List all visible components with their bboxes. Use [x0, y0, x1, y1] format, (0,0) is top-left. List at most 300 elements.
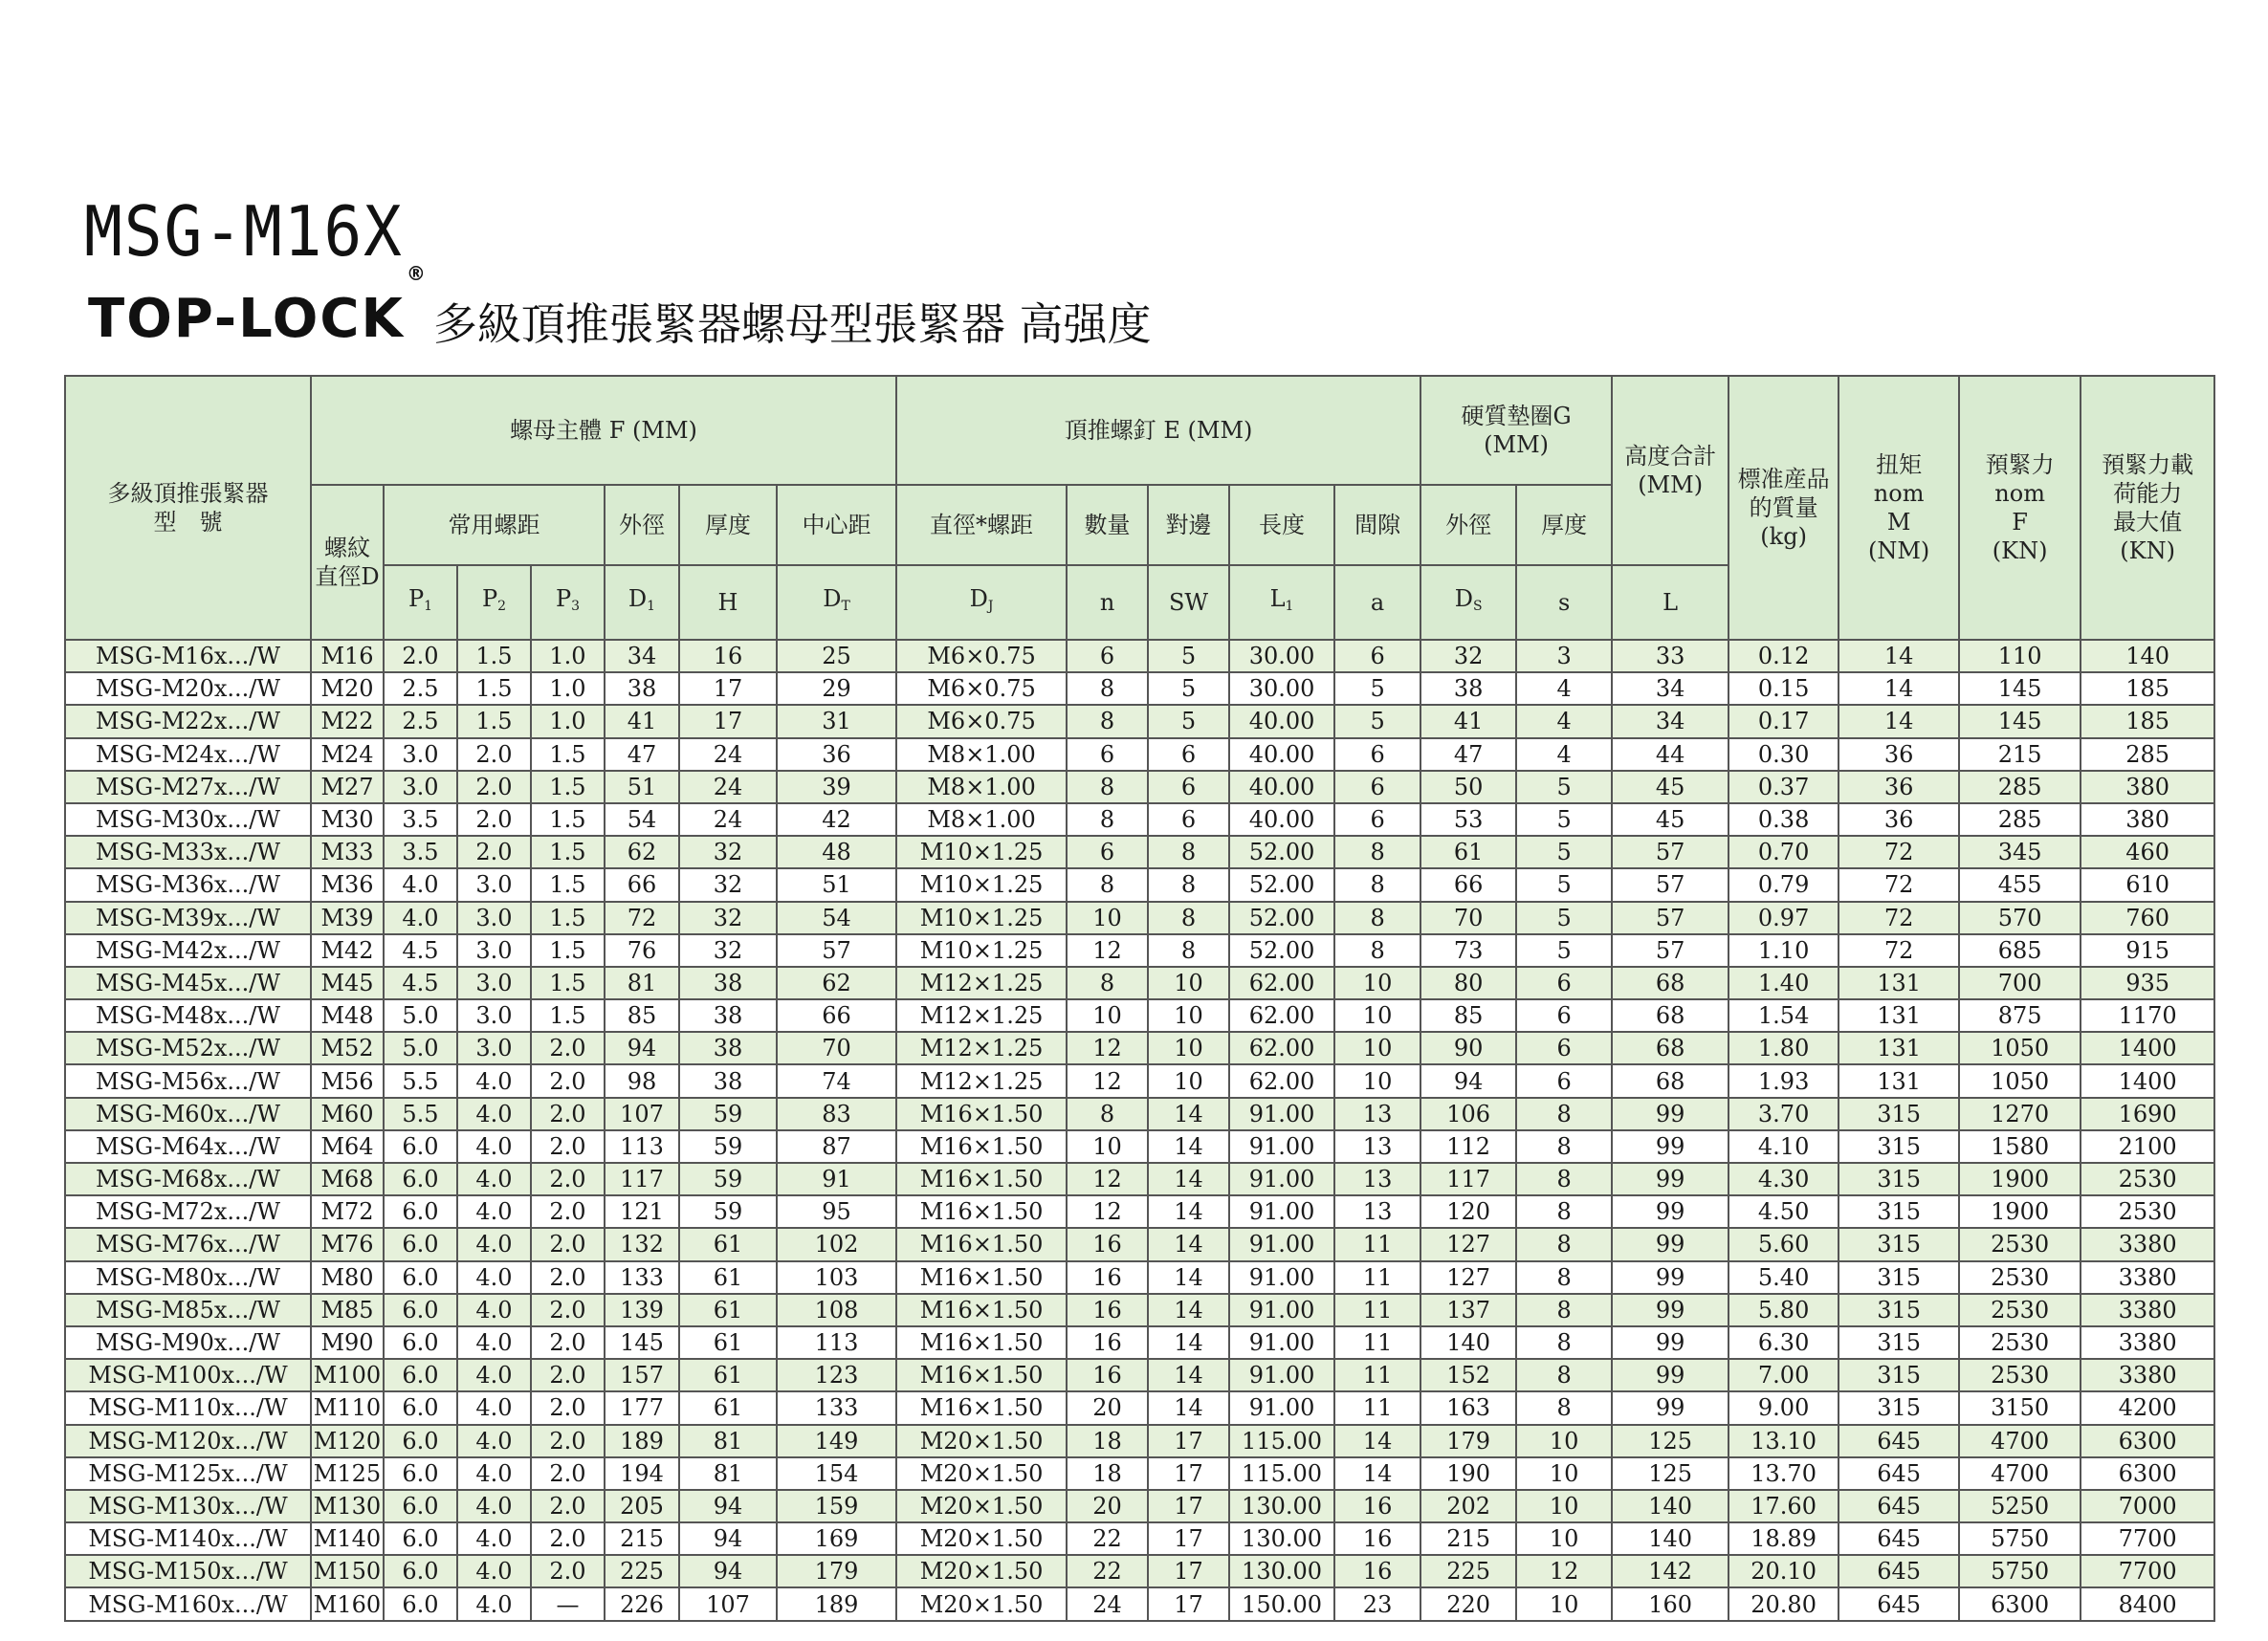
table-cell: 17 — [679, 705, 777, 737]
table-cell: M20×1.50 — [896, 1587, 1067, 1620]
table-cell: 2.0 — [457, 738, 531, 771]
table-cell: MSG-M52x.../W — [65, 1032, 311, 1064]
table-cell: 2.0 — [531, 1522, 605, 1555]
table-cell: 380 — [2081, 771, 2214, 803]
table-cell: 16 — [1067, 1261, 1148, 1294]
table-cell: M20×1.50 — [896, 1457, 1067, 1490]
product-subtitle: 多級頂推張緊器螺母型張緊器 高强度 — [432, 298, 1152, 350]
table-cell: 1900 — [1959, 1163, 2081, 1195]
table-cell: 6300 — [2081, 1457, 2214, 1490]
table-cell: 6.0 — [384, 1359, 457, 1391]
header-thickness: 厚度 — [679, 485, 777, 565]
spec-table-body — [65, 640, 2214, 1621]
table-cell: 3.5 — [384, 836, 457, 868]
table-cell: 1270 — [1959, 1098, 2081, 1130]
table-cell: M8×1.00 — [896, 803, 1067, 836]
table-cell: 16 — [1334, 1522, 1420, 1555]
table-cell: 1.5 — [531, 999, 605, 1032]
table-cell: 1.0 — [531, 672, 605, 705]
table-cell: M39 — [311, 902, 384, 934]
table-cell: 5250 — [1959, 1490, 2081, 1522]
table-cell: M150 — [311, 1555, 384, 1587]
table-cell: 5 — [1334, 672, 1420, 705]
table-cell: 4.50 — [1729, 1195, 1839, 1228]
table-cell: 2.0 — [531, 1228, 605, 1260]
table-cell: 10 — [1067, 1130, 1148, 1163]
table-cell: MSG-M85x.../W — [65, 1294, 311, 1326]
table-cell: 6.0 — [384, 1261, 457, 1294]
table-cell: 1.5 — [531, 967, 605, 999]
table-row — [65, 1490, 2214, 1522]
table-cell: 14 — [1334, 1425, 1420, 1457]
table-cell: M16×1.50 — [896, 1359, 1067, 1391]
table-cell: 52.00 — [1229, 902, 1334, 934]
table-cell: 1900 — [1959, 1195, 2081, 1228]
table-row — [65, 836, 2214, 868]
table-cell: 32 — [1420, 640, 1516, 672]
table-cell: 4.5 — [384, 934, 457, 967]
table-cell: 127 — [1420, 1261, 1516, 1294]
table-cell: 47 — [605, 738, 679, 771]
table-cell: 10 — [1516, 1490, 1612, 1522]
table-cell: 4.0 — [384, 868, 457, 901]
table-cell: 685 — [1959, 934, 2081, 967]
table-cell: 85 — [1420, 999, 1516, 1032]
table-cell: 61 — [679, 1391, 777, 1424]
table-cell: 2.0 — [531, 1294, 605, 1326]
header-push-screw: 頂推螺釘 E (MM) — [896, 376, 1420, 485]
table-cell: 1.93 — [1729, 1064, 1839, 1097]
table-cell: M125 — [311, 1457, 384, 1490]
table-cell: 285 — [2081, 738, 2214, 771]
table-cell: 30.00 — [1229, 672, 1334, 705]
table-cell: 0.12 — [1729, 640, 1839, 672]
symbol-ds: $D_S$ — [1420, 565, 1516, 640]
table-cell: 179 — [1420, 1425, 1516, 1457]
header-max-load: 預緊力載 荷能力 最大值 (KN) — [2081, 376, 2214, 640]
table-cell: 2.0 — [531, 1490, 605, 1522]
table-cell: 177 — [605, 1391, 679, 1424]
table-cell: 7700 — [2081, 1555, 2214, 1587]
table-cell: 13 — [1334, 1163, 1420, 1195]
table-row — [65, 1522, 2214, 1555]
table-cell: M16×1.50 — [896, 1228, 1067, 1260]
table-cell: 6 — [1067, 738, 1148, 771]
table-cell: MSG-M36x.../W — [65, 868, 311, 901]
header-dia-pitch: 直徑*螺距 — [896, 485, 1067, 565]
table-cell: 5 — [1148, 640, 1229, 672]
table-cell: M20×1.50 — [896, 1522, 1067, 1555]
symbol-dt: $D_T$ — [777, 565, 896, 640]
table-cell: 62.00 — [1229, 967, 1334, 999]
table-cell: 38 — [679, 1032, 777, 1064]
table-cell: 4.0 — [457, 1064, 531, 1097]
table-row — [65, 640, 2214, 672]
table-cell: 125 — [1612, 1425, 1729, 1457]
table-cell: 38 — [679, 967, 777, 999]
table-cell: 61 — [679, 1359, 777, 1391]
table-cell: 16 — [1067, 1326, 1148, 1359]
table-cell: 98 — [605, 1064, 679, 1097]
table-cell: 17 — [1148, 1457, 1229, 1490]
table-cell: M56 — [311, 1064, 384, 1097]
table-row — [65, 1195, 2214, 1228]
table-cell: 3.0 — [457, 999, 531, 1032]
table-cell: 8 — [1067, 868, 1148, 901]
table-cell: 117 — [605, 1163, 679, 1195]
table-cell: 190 — [1420, 1457, 1516, 1490]
table-cell: 103 — [777, 1261, 896, 1294]
table-cell: MSG-M20x.../W — [65, 672, 311, 705]
table-cell: 14 — [1148, 1228, 1229, 1260]
table-cell: 5750 — [1959, 1555, 2081, 1587]
table-cell: 285 — [1959, 771, 2081, 803]
table-cell: M64 — [311, 1130, 384, 1163]
table-cell: 0.38 — [1729, 803, 1839, 836]
header-mass: 標准産品 的質量 (kg) — [1729, 376, 1839, 640]
table-cell: 5750 — [1959, 1522, 2081, 1555]
table-cell: 23 — [1334, 1587, 1420, 1620]
table-cell: 157 — [605, 1359, 679, 1391]
table-cell: 16 — [1067, 1359, 1148, 1391]
brand-logo-text: TOP-LOCK — [88, 288, 405, 350]
table-row — [65, 967, 2214, 999]
table-cell: 2530 — [1959, 1228, 2081, 1260]
table-cell: M120 — [311, 1425, 384, 1457]
symbol-p1: $P_1$ — [384, 565, 457, 640]
table-cell: 38 — [679, 999, 777, 1032]
table-cell: 91.00 — [1229, 1261, 1334, 1294]
table-cell: MSG-M42x.../W — [65, 934, 311, 967]
table-cell: 87 — [777, 1130, 896, 1163]
table-cell: M16×1.50 — [896, 1294, 1067, 1326]
table-row — [65, 1555, 2214, 1587]
table-cell: 8 — [1334, 934, 1420, 967]
table-cell: MSG-M150x.../W — [65, 1555, 311, 1587]
table-cell: 2.0 — [531, 1261, 605, 1294]
table-cell: 29 — [777, 672, 896, 705]
table-cell: 6 — [1516, 1064, 1612, 1097]
table-cell: 0.37 — [1729, 771, 1839, 803]
table-cell: 6 — [1516, 967, 1612, 999]
table-cell: 1.5 — [531, 902, 605, 934]
table-cell: MSG-M33x.../W — [65, 836, 311, 868]
table-cell: 90 — [1420, 1032, 1516, 1064]
table-cell: 31 — [777, 705, 896, 737]
table-cell: 4.0 — [457, 1195, 531, 1228]
table-cell: 1.5 — [531, 771, 605, 803]
table-cell: 10 — [1334, 1032, 1420, 1064]
table-cell: 225 — [1420, 1555, 1516, 1587]
table-cell: 6 — [1067, 640, 1148, 672]
table-cell: 163 — [1420, 1391, 1516, 1424]
table-cell: 14 — [1334, 1457, 1420, 1490]
table-cell: 700 — [1959, 967, 2081, 999]
table-cell: 645 — [1839, 1425, 1959, 1457]
table-cell: 61 — [1420, 836, 1516, 868]
table-cell: 226 — [605, 1587, 679, 1620]
table-cell: 8 — [1516, 1326, 1612, 1359]
table-cell: M48 — [311, 999, 384, 1032]
table-cell: 34 — [1612, 705, 1729, 737]
table-cell: 12 — [1516, 1555, 1612, 1587]
header-across-flats: 對邊 — [1148, 485, 1229, 565]
table-cell: 2530 — [1959, 1261, 2081, 1294]
table-cell: 72 — [1839, 868, 1959, 901]
table-cell: 16 — [679, 640, 777, 672]
table-cell: 2530 — [1959, 1359, 2081, 1391]
table-cell: 115.00 — [1229, 1457, 1334, 1490]
table-cell: 5.5 — [384, 1098, 457, 1130]
table-cell: 6 — [1334, 640, 1420, 672]
table-cell: 12 — [1067, 1195, 1148, 1228]
table-cell: 91.00 — [1229, 1098, 1334, 1130]
table-cell: 11 — [1334, 1326, 1420, 1359]
table-cell: 645 — [1839, 1490, 1959, 1522]
table-cell: 140 — [1420, 1326, 1516, 1359]
table-cell: 17 — [679, 672, 777, 705]
header-model: 多級頂推張緊器 型 號 — [65, 376, 311, 640]
table-cell: 59 — [679, 1195, 777, 1228]
table-cell: 4.5 — [384, 967, 457, 999]
table-cell: 2.0 — [531, 1457, 605, 1490]
table-cell: 2.0 — [457, 771, 531, 803]
table-cell: 645 — [1839, 1587, 1959, 1620]
table-cell: M6×0.75 — [896, 640, 1067, 672]
table-cell: 45 — [1612, 803, 1729, 836]
table-cell: 3 — [1516, 640, 1612, 672]
table-cell: 140 — [1612, 1490, 1729, 1522]
table-cell: 12 — [1067, 934, 1148, 967]
table-cell: 91.00 — [1229, 1391, 1334, 1424]
table-cell: 91.00 — [1229, 1359, 1334, 1391]
table-cell: 610 — [2081, 868, 2214, 901]
table-cell: 189 — [605, 1425, 679, 1457]
table-cell: M10×1.25 — [896, 836, 1067, 868]
table-cell: 8 — [1148, 934, 1229, 967]
table-cell: 72 — [1839, 836, 1959, 868]
table-cell: 16 — [1067, 1228, 1148, 1260]
table-cell: 3.70 — [1729, 1098, 1839, 1130]
table-cell: 66 — [777, 999, 896, 1032]
table-cell: 455 — [1959, 868, 2081, 901]
table-cell: 59 — [679, 1098, 777, 1130]
table-cell: 6.0 — [384, 1130, 457, 1163]
table-cell: M12×1.25 — [896, 1032, 1067, 1064]
table-cell: 14 — [1148, 1359, 1229, 1391]
table-cell: 50 — [1420, 771, 1516, 803]
table-cell: 315 — [1839, 1228, 1959, 1260]
table-cell: M16 — [311, 640, 384, 672]
table-cell: 6.0 — [384, 1326, 457, 1359]
table-cell: 51 — [605, 771, 679, 803]
table-cell: M45 — [311, 967, 384, 999]
table-cell: 14 — [1148, 1294, 1229, 1326]
table-cell: M60 — [311, 1098, 384, 1130]
table-cell: 140 — [2081, 640, 2214, 672]
table-cell: 205 — [605, 1490, 679, 1522]
table-cell: 94 — [679, 1490, 777, 1522]
table-cell: 24 — [679, 738, 777, 771]
table-cell: M85 — [311, 1294, 384, 1326]
table-cell: 4.0 — [457, 1587, 531, 1620]
table-cell: 18 — [1067, 1425, 1148, 1457]
table-cell: 32 — [679, 902, 777, 934]
table-cell: 875 — [1959, 999, 2081, 1032]
table-cell: 5.40 — [1729, 1261, 1839, 1294]
table-cell: MSG-M27x.../W — [65, 771, 311, 803]
table-cell: M33 — [311, 836, 384, 868]
table-cell: MSG-M100x.../W — [65, 1359, 311, 1391]
table-cell: 10 — [1334, 999, 1420, 1032]
table-cell: MSG-M56x.../W — [65, 1064, 311, 1097]
table-cell: 6300 — [2081, 1425, 2214, 1457]
table-cell: 0.97 — [1729, 902, 1839, 934]
table-cell: M27 — [311, 771, 384, 803]
table-row — [65, 1457, 2214, 1490]
table-cell: 2100 — [2081, 1130, 2214, 1163]
table-cell: 102 — [777, 1228, 896, 1260]
table-cell: 41 — [605, 705, 679, 737]
table-cell: MSG-M22x.../W — [65, 705, 311, 737]
table-cell: 123 — [777, 1359, 896, 1391]
brand-logo — [88, 262, 428, 350]
table-cell: 17.60 — [1729, 1490, 1839, 1522]
table-cell: 20 — [1067, 1391, 1148, 1424]
symbol-s: s — [1516, 565, 1612, 640]
table-cell: 130.00 — [1229, 1555, 1334, 1587]
table-cell: 10 — [1148, 967, 1229, 999]
table-cell: 5 — [1516, 868, 1612, 901]
table-cell: 0.30 — [1729, 738, 1839, 771]
table-cell: 215 — [605, 1522, 679, 1555]
header-washer: 硬質墊圈G (MM) — [1420, 376, 1612, 485]
table-cell: 39 — [777, 771, 896, 803]
table-cell: 10 — [1148, 1064, 1229, 1097]
table-cell: M20 — [311, 672, 384, 705]
table-cell: 5 — [1516, 934, 1612, 967]
table-cell: 44 — [1612, 738, 1729, 771]
table-cell: 110 — [1959, 640, 2081, 672]
table-cell: MSG-M16x.../W — [65, 640, 311, 672]
table-cell: 94 — [679, 1522, 777, 1555]
table-cell: MSG-M24x.../W — [65, 738, 311, 771]
table-cell: 133 — [605, 1261, 679, 1294]
table-cell: 6.30 — [1729, 1326, 1839, 1359]
table-cell: 1690 — [2081, 1098, 2214, 1130]
table-cell: 6 — [1516, 1032, 1612, 1064]
model-title: MSG-M16X — [84, 191, 404, 272]
table-row — [65, 705, 2214, 737]
table-cell: 72 — [605, 902, 679, 934]
table-cell: 8 — [1067, 967, 1148, 999]
table-cell: 1050 — [1959, 1032, 2081, 1064]
table-cell: 4 — [1516, 738, 1612, 771]
table-cell: 59 — [679, 1163, 777, 1195]
table-cell: 91.00 — [1229, 1163, 1334, 1195]
header-torque: 扭矩 nom M (NM) — [1839, 376, 1959, 640]
table-row — [65, 1130, 2214, 1163]
table-cell: 72 — [1839, 934, 1959, 967]
table-cell: 94 — [679, 1555, 777, 1587]
symbol-n: n — [1067, 565, 1148, 640]
table-cell: 4700 — [1959, 1425, 2081, 1457]
table-cell: 34 — [605, 640, 679, 672]
table-cell: 14 — [1148, 1130, 1229, 1163]
table-cell: M16×1.50 — [896, 1391, 1067, 1424]
table-cell: 9.00 — [1729, 1391, 1839, 1424]
table-cell: 5.60 — [1729, 1228, 1839, 1260]
table-cell: M22 — [311, 705, 384, 737]
table-cell: 215 — [1420, 1522, 1516, 1555]
table-cell: 6.0 — [384, 1587, 457, 1620]
table-cell: 36 — [777, 738, 896, 771]
table-cell: 4.0 — [457, 1163, 531, 1195]
table-cell: 4.0 — [457, 1425, 531, 1457]
table-cell: 130.00 — [1229, 1490, 1334, 1522]
table-cell: 6 — [1516, 999, 1612, 1032]
table-cell: M76 — [311, 1228, 384, 1260]
table-cell: 91 — [777, 1163, 896, 1195]
table-cell: 62.00 — [1229, 1064, 1334, 1097]
table-cell: 3.0 — [457, 1032, 531, 1064]
table-cell: — — [531, 1587, 605, 1620]
table-cell: 645 — [1839, 1555, 1959, 1587]
brand-row — [88, 262, 1152, 350]
table-cell: 52.00 — [1229, 934, 1334, 967]
table-cell: 33 — [1612, 640, 1729, 672]
table-cell: 14 — [1839, 672, 1959, 705]
table-cell: 6 — [1148, 803, 1229, 836]
table-cell: 6.0 — [384, 1425, 457, 1457]
table-cell: 7000 — [2081, 1490, 2214, 1522]
table-cell: M110 — [311, 1391, 384, 1424]
table-cell: 40.00 — [1229, 771, 1334, 803]
table-cell: 8400 — [2081, 1587, 2214, 1620]
table-cell: 10 — [1148, 999, 1229, 1032]
table-cell: 99 — [1612, 1359, 1729, 1391]
table-cell: M12×1.25 — [896, 999, 1067, 1032]
table-cell: 36 — [1839, 738, 1959, 771]
table-cell: 59 — [679, 1130, 777, 1163]
table-cell: 8 — [1148, 902, 1229, 934]
table-cell: 5 — [1516, 771, 1612, 803]
table-cell: 145 — [1959, 672, 2081, 705]
table-cell: 24 — [679, 771, 777, 803]
table-cell: 81 — [679, 1425, 777, 1457]
table-row — [65, 1587, 2214, 1620]
table-cell: MSG-M90x.../W — [65, 1326, 311, 1359]
table-cell: 5.0 — [384, 999, 457, 1032]
table-cell: 12 — [1067, 1032, 1148, 1064]
table-cell: 935 — [2081, 967, 2214, 999]
table-cell: 94 — [1420, 1064, 1516, 1097]
table-cell: 1170 — [2081, 999, 2214, 1032]
symbol-d1: $D_1$ — [605, 565, 679, 640]
table-cell: 6300 — [1959, 1587, 2081, 1620]
table-cell: 2.0 — [531, 1163, 605, 1195]
header-outer-dia: 外徑 — [605, 485, 679, 565]
table-cell: 2.0 — [531, 1425, 605, 1457]
table-cell: M20×1.50 — [896, 1490, 1067, 1522]
table-cell: 6 — [1067, 836, 1148, 868]
table-cell: 30.00 — [1229, 640, 1334, 672]
table-cell: 16 — [1334, 1555, 1420, 1587]
table-cell: 14 — [1839, 640, 1959, 672]
table-cell: 139 — [605, 1294, 679, 1326]
table-cell: MSG-M68x.../W — [65, 1163, 311, 1195]
table-cell: 62 — [777, 967, 896, 999]
